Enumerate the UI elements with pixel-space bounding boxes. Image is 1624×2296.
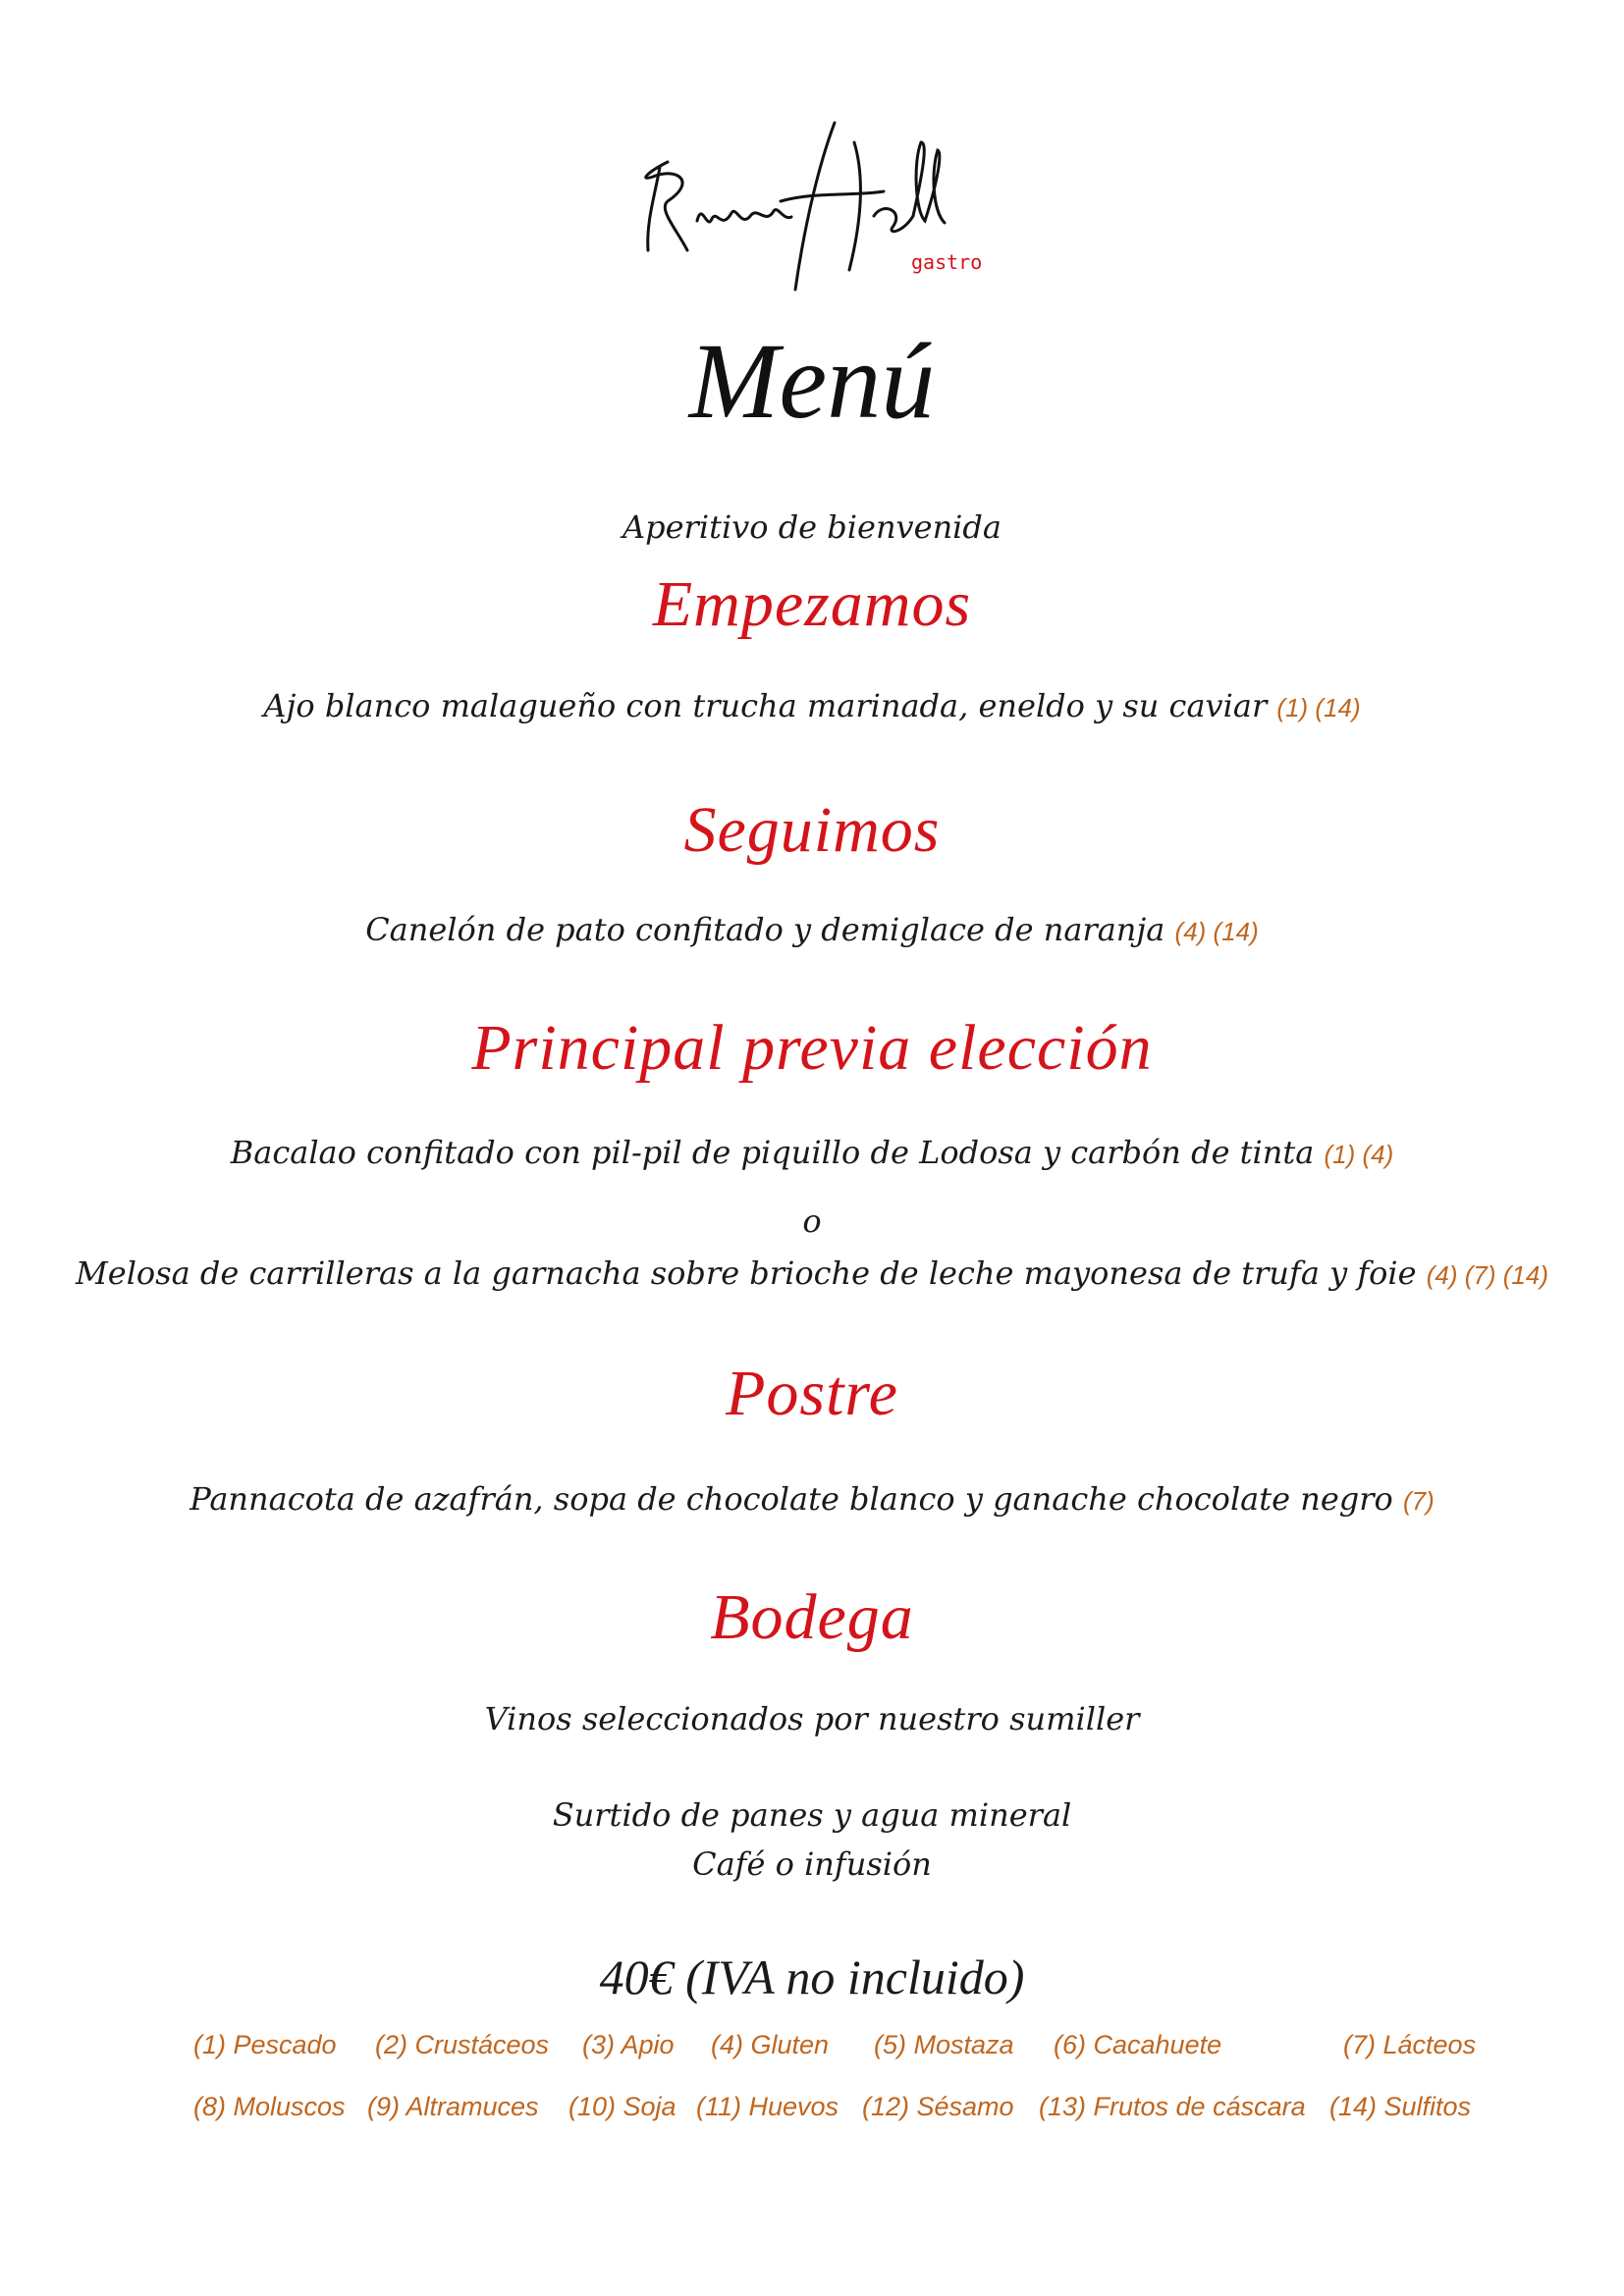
- allergen-item: (5) Mostaza: [874, 2030, 1014, 2059]
- logo-gastro-label: gastro: [911, 250, 983, 274]
- allergen-legend-row-2: [0, 2092, 1624, 2131]
- dish-principal-1: [0, 1134, 1624, 1171]
- allergen-item: (9) Altramuces: [367, 2092, 539, 2121]
- menu-price: 40€ (IVA no incluido): [599, 1949, 1025, 2004]
- section-title-bodega: Bodega: [710, 1581, 914, 1653]
- dish-principal-1-allergens: (1) (4): [1324, 1140, 1394, 1169]
- bodega-coffee: Café o infusión: [692, 1845, 932, 1883]
- section-title-seguimos: Seguimos: [683, 794, 941, 866]
- section-title-empezamos: Empezamos: [652, 568, 972, 640]
- menu-title: Menú: [688, 321, 936, 441]
- allergen-item: (14) Sulfitos: [1329, 2092, 1472, 2121]
- allergen-item: (1) Pescado: [193, 2030, 337, 2059]
- bodega-bread-water: Surtido de panes y agua mineral: [552, 1796, 1072, 1834]
- welcome-line: Aperitivo de bienvenida: [623, 508, 1001, 546]
- bodega-wines: Vinos seleccionados por nuestro sumiller: [484, 1700, 1140, 1737]
- dish-seguimos-allergens: (4) (14): [1174, 917, 1259, 946]
- allergen-item: (11) Huevos: [696, 2092, 839, 2121]
- dish-postre-text: Pannacota de azafrán, sopa de chocolate blanco y ganache chocolate negro: [189, 1480, 1393, 1518]
- dish-postre-allergens: (7): [1402, 1486, 1435, 1516]
- section-title-postre: Postre: [726, 1358, 898, 1429]
- dish-principal-2: [0, 1255, 1624, 1292]
- dish-principal-1-text: Bacalao confitado con pil-pil de piquillo de Lodosa y carbón de tinta: [230, 1134, 1315, 1171]
- allergen-item: (13) Frutos de cáscara: [1039, 2092, 1306, 2121]
- river-hall-logo: [609, 103, 1021, 299]
- allergen-item: (7) Lácteos: [1343, 2030, 1477, 2059]
- dish-principal-separator: o: [802, 1202, 822, 1240]
- allergen-item: (12) Sésamo: [862, 2092, 1014, 2121]
- section-title-principal: Principal previa elección: [471, 1012, 1153, 1084]
- allergen-item: (6) Cacahuete: [1054, 2030, 1222, 2059]
- allergen-item: (10) Soja: [568, 2092, 677, 2121]
- dish-empezamos-text: Ajo blanco malagueño con trucha marinada, eneldo y su caviar: [263, 687, 1268, 724]
- allergen-legend-row-1: [0, 2030, 1624, 2069]
- dish-principal-2-allergens: (4) (7) (14): [1426, 1260, 1549, 1290]
- allergen-item: (3) Apio: [582, 2030, 675, 2059]
- dish-postre: [0, 1480, 1624, 1518]
- dish-principal-2-text: Melosa de carrilleras a la garnacha sobre brioche de leche mayonesa de trufa y foie: [75, 1255, 1417, 1292]
- allergen-item: (8) Moluscos: [193, 2092, 346, 2121]
- allergen-item: (4) Gluten: [711, 2030, 830, 2059]
- dish-seguimos: [0, 911, 1624, 948]
- dish-seguimos-text: Canelón de pato confitado y demiglace de naranja: [365, 911, 1165, 948]
- dish-empezamos: [0, 687, 1624, 724]
- allergen-item: (2) Crustáceos: [375, 2030, 550, 2059]
- dish-empezamos-allergens: (1) (14): [1276, 693, 1361, 722]
